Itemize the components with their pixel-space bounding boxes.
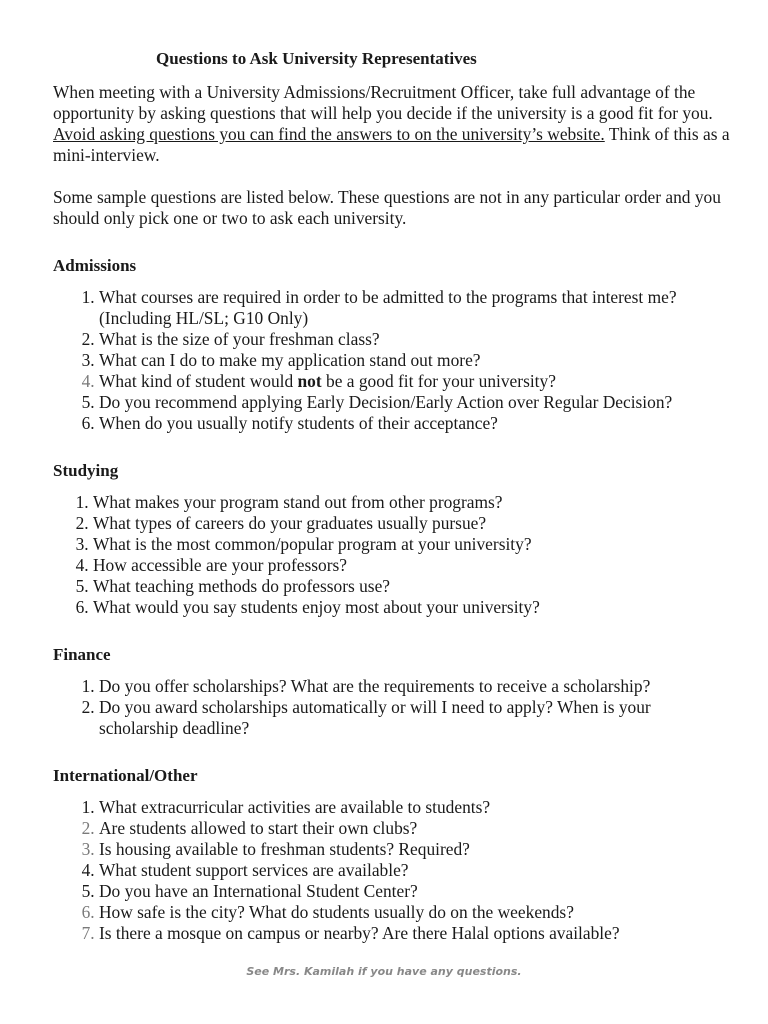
studying-list bbox=[53, 492, 733, 618]
intro-text-end: Think of this as a mini-interview. bbox=[53, 124, 730, 165]
page-title: Questions to Ask University Representatives bbox=[156, 49, 477, 68]
list-item: 3. What is the most common/popular program at your university? bbox=[93, 534, 733, 555]
list-item: 6. What would you say students enjoy most about your university? bbox=[93, 597, 733, 618]
document-page bbox=[53, 48, 733, 944]
list-item-text: What kind of student would bbox=[99, 371, 298, 391]
section-heading-international-other: International/Other bbox=[53, 766, 198, 785]
list-item: 1. What extracurricular activities are available to students? bbox=[99, 797, 733, 818]
footer-note: See Mrs. Kamilah if you have any questions. bbox=[246, 965, 522, 978]
list-item: 7. Is there a mosque on campus or nearby? Are there Halal options available? bbox=[99, 923, 733, 944]
list-item: 5. What teaching methods do professors use? bbox=[93, 576, 733, 597]
list-item: 1. Do you offer scholarships? What are the requirements to receive a scholarship? bbox=[99, 676, 733, 697]
list-item: 2. What is the size of your freshman class? bbox=[99, 329, 733, 350]
list-item: 5. Do you have an International Student Center? bbox=[99, 881, 733, 902]
sample-questions-paragraph: Some sample questions are listed below. These questions are not in any particular order and you should only pick one or two to ask each university. bbox=[53, 187, 721, 228]
list-item-emphasis: not bbox=[297, 371, 322, 391]
list-item: 1. What courses are required in order to be admitted to the programs that interest me? (Including HL/SL; G10 Only) bbox=[99, 287, 733, 329]
section-heading-studying: Studying bbox=[53, 461, 119, 480]
intro-paragraph bbox=[53, 82, 733, 166]
international-other-list bbox=[53, 797, 733, 944]
section-heading-finance: Finance bbox=[53, 645, 111, 664]
list-item: 2. Are students allowed to start their own clubs? bbox=[99, 818, 733, 839]
intro-underlined-text: Avoid asking questions you can find the answers to on the university’s website. bbox=[53, 124, 605, 144]
list-item: 2. What types of careers do your graduates usually pursue? bbox=[93, 513, 733, 534]
intro-text-start: When meeting with a University Admissions/Recruitment Officer, take full advantage of the opportunity by asking questions that will help you decide if the university is a good fit for you. bbox=[53, 82, 713, 123]
list-item bbox=[99, 371, 733, 392]
list-item: 6. When do you usually notify students of their acceptance? bbox=[99, 413, 733, 434]
list-item: 4. What student support services are available? bbox=[99, 860, 733, 881]
finance-list bbox=[53, 676, 733, 739]
list-item: 3. Is housing available to freshman students? Required? bbox=[99, 839, 733, 860]
list-item: 3. What can I do to make my application stand out more? bbox=[99, 350, 733, 371]
section-heading-admissions: Admissions bbox=[53, 256, 137, 275]
admissions-list bbox=[53, 287, 733, 434]
list-item-text: be a good fit for your university? bbox=[321, 371, 556, 391]
list-item: 5. Do you recommend applying Early Decision/Early Action over Regular Decision? bbox=[99, 392, 733, 413]
list-item: 6. How safe is the city? What do students usually do on the weekends? bbox=[99, 902, 733, 923]
list-item: 1. What makes your program stand out from other programs? bbox=[93, 492, 733, 513]
list-item: 2. Do you award scholarships automatically or will I need to apply? When is your scholarship deadline? bbox=[99, 697, 733, 739]
list-item: 4. How accessible are your professors? bbox=[93, 555, 733, 576]
